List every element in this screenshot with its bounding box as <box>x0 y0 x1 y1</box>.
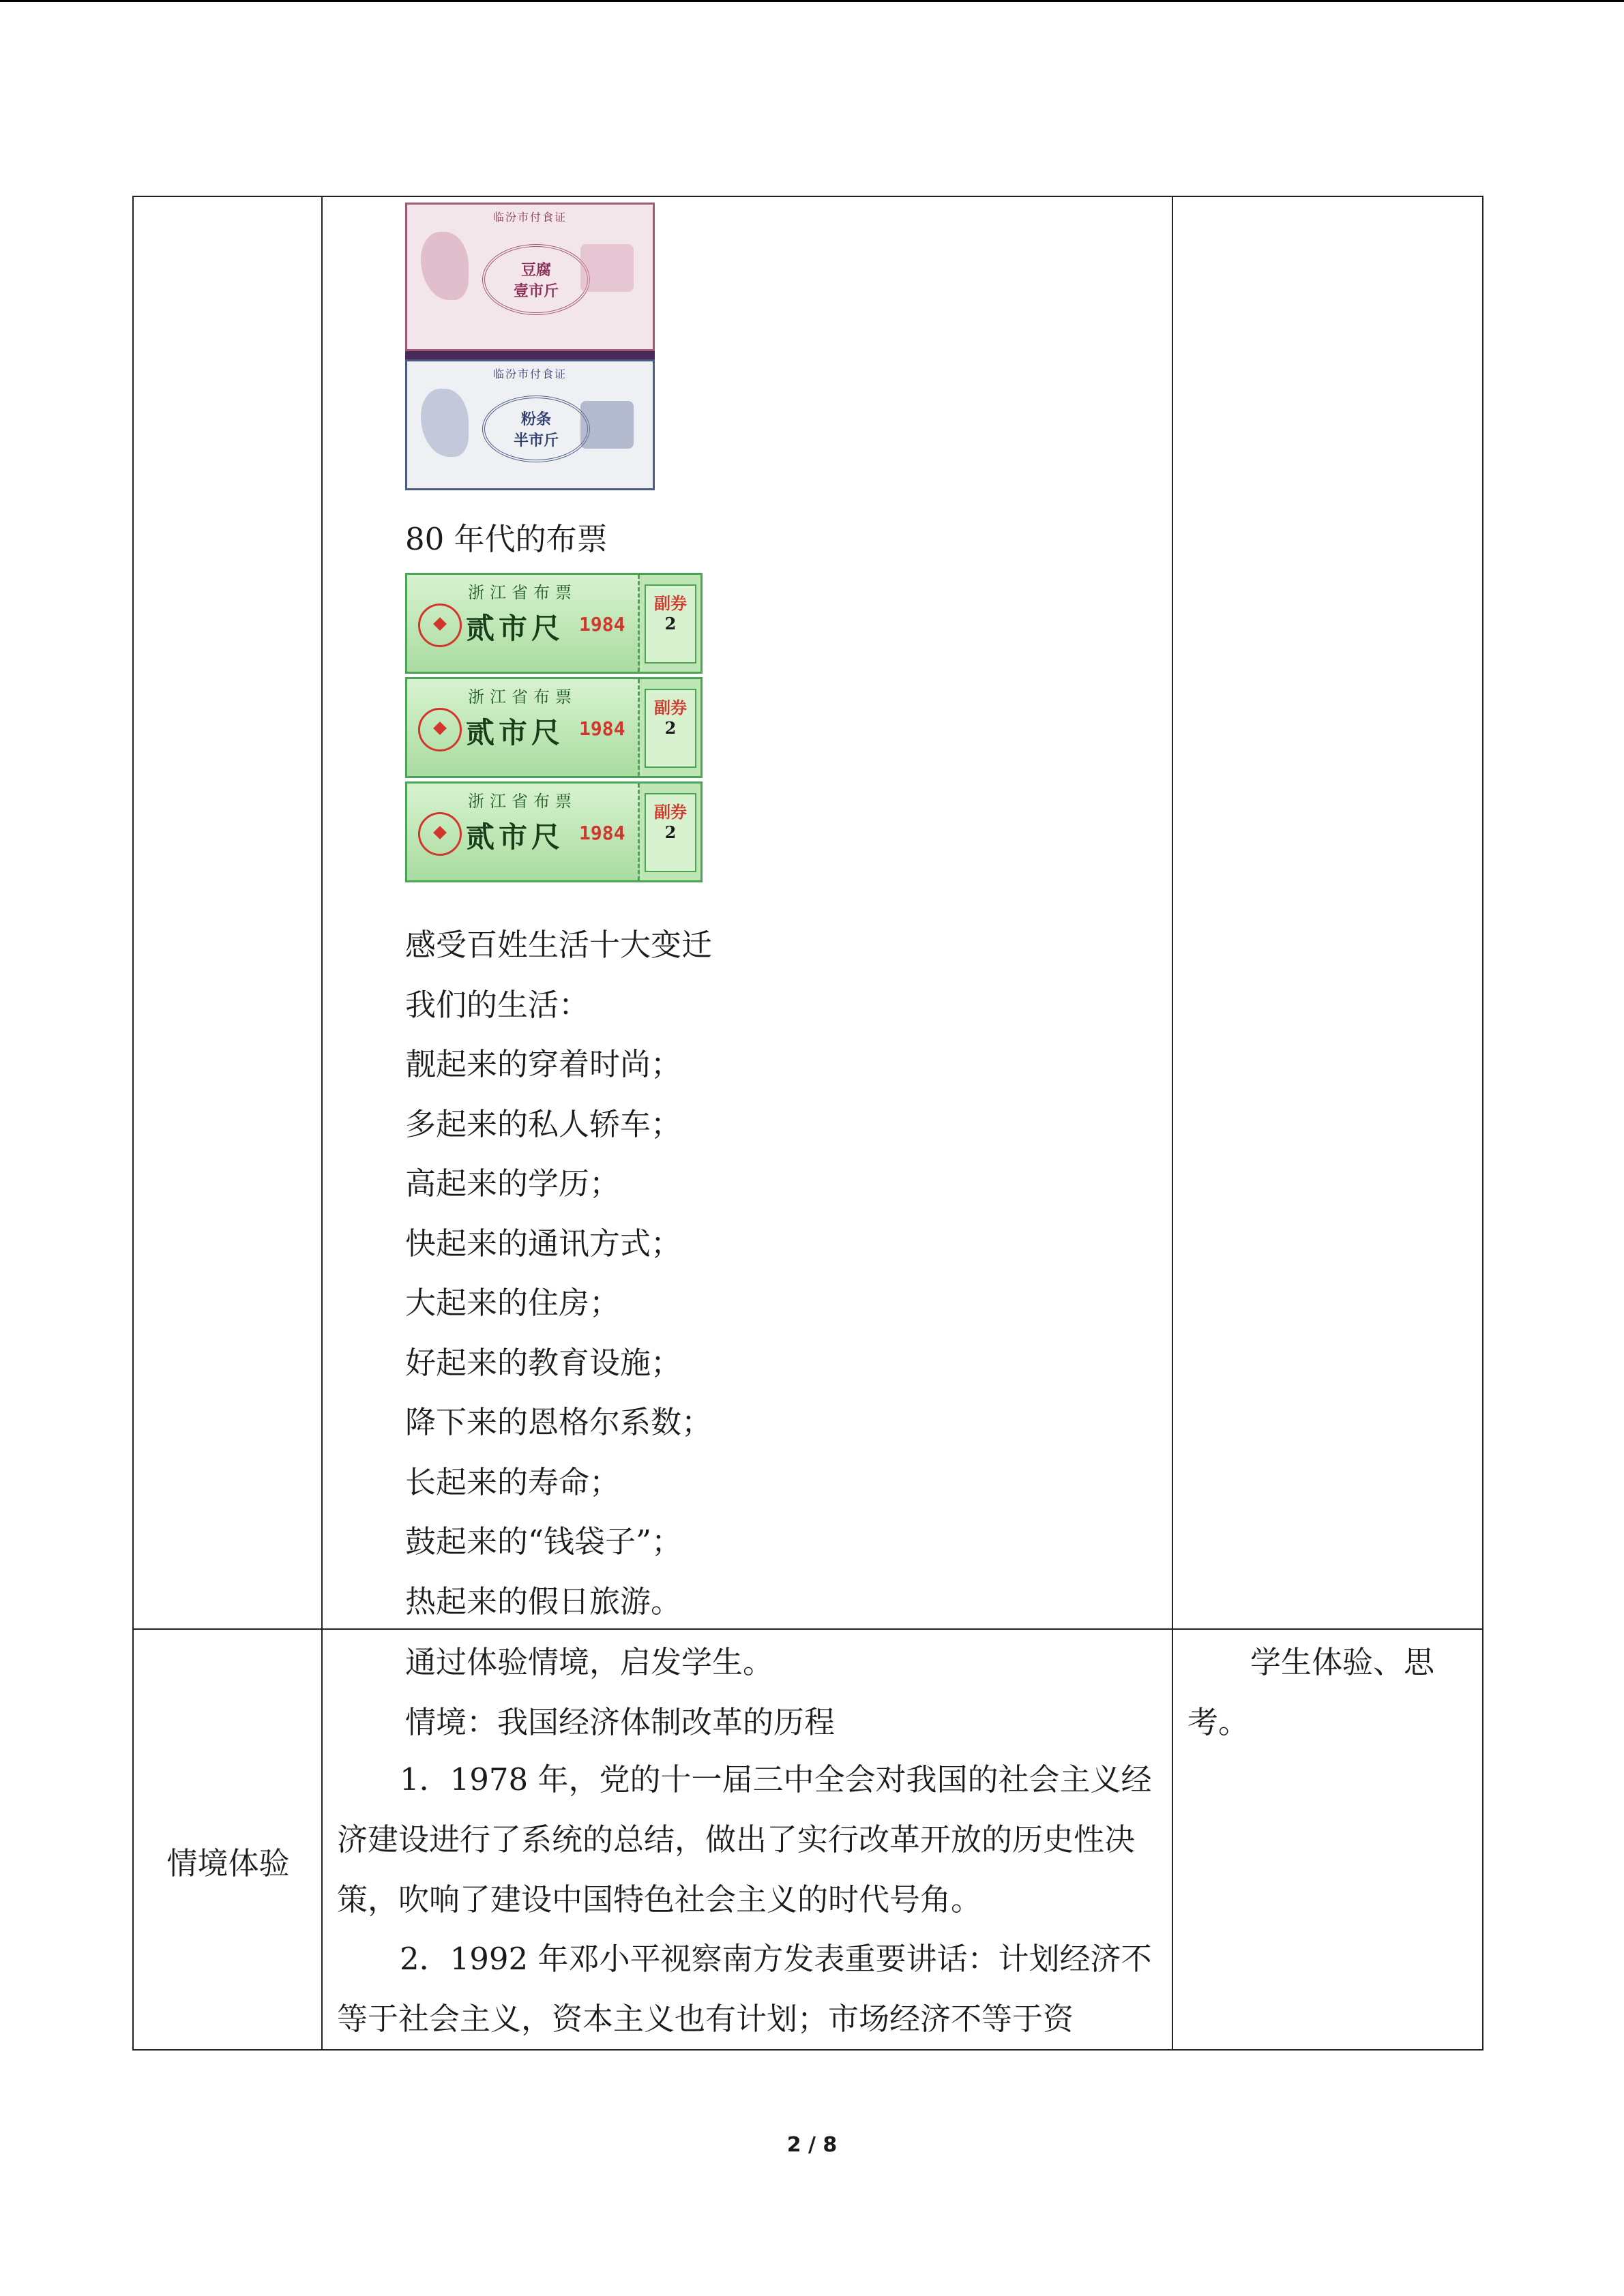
list-item: 快起来的通讯方式； <box>405 1225 682 1262</box>
table-row <box>133 1629 1483 2050</box>
ticket-item-amount: 半市斤 <box>513 432 559 449</box>
ticket-item-label: 粉条 <box>520 411 551 428</box>
cloth-ticket-stub <box>645 793 696 872</box>
seal-icon <box>418 812 462 856</box>
cloth-ticket-amount: 贰市尺 <box>466 716 565 749</box>
content-cell <box>322 196 1172 1629</box>
cloth-ticket-year: 1984 <box>579 613 625 636</box>
changes-title: 感受百姓生活十大变迁 <box>405 927 713 963</box>
list-item: 降下来的恩格尔系数； <box>405 1404 713 1440</box>
changes-intro: 我们的生活： <box>405 987 590 1023</box>
cloth-ticket-stub <box>645 584 696 664</box>
scenario-intro: 通过体验情境，启发学生。 <box>405 1644 774 1680</box>
cloth-ticket-year: 1984 <box>579 717 625 740</box>
seal-icon <box>418 603 462 647</box>
ticket-illustration <box>421 389 469 457</box>
ticket-oval <box>482 244 590 315</box>
stub-value: 2 <box>664 718 677 738</box>
list-item: 好起来的教育设施； <box>405 1345 682 1381</box>
stub-label: 副券 <box>654 802 687 822</box>
page-number: 2 / 8 <box>786 2133 838 2157</box>
cloth-ticket-header: 浙江省布票 <box>468 687 577 706</box>
table-row <box>133 196 1483 1629</box>
content-cell <box>322 1629 1172 2050</box>
stub-value: 2 <box>664 614 677 633</box>
cloth-ticket-header: 浙江省布票 <box>468 583 577 602</box>
list-item: 大起来的住房； <box>405 1285 621 1321</box>
student-activity: 学生体验、思考。 <box>1187 1644 1435 1740</box>
cloth-ticket-amount: 贰市尺 <box>466 820 565 854</box>
list-item: 长起来的寿命； <box>405 1464 621 1500</box>
ticket-header: 临汾市付食证 <box>492 211 567 224</box>
activity-cell <box>1172 196 1483 1629</box>
cloth-ticket-amount: 贰市尺 <box>466 612 565 645</box>
list-item: 多起来的私人轿车； <box>405 1106 682 1142</box>
ticket-illustration <box>580 244 634 292</box>
ticket-item-amount: 壹市斤 <box>513 282 559 300</box>
ticket-item-label: 豆腐 <box>520 261 551 279</box>
scenario-title: 情境：我国经济体制改革的历程 <box>405 1704 836 1740</box>
stage-name: 情境体验 <box>166 1845 290 1881</box>
ticket-illustration <box>580 401 634 449</box>
stub-value: 2 <box>664 822 677 842</box>
cloth-ticket-image <box>405 573 703 674</box>
cloth-ticket-image <box>405 677 703 778</box>
stub-label: 副券 <box>654 593 687 613</box>
ticket-illustration <box>421 232 469 300</box>
cloth-ticket-body <box>407 784 640 880</box>
scenario-paragraph: 2．1992 年邓小平视察南方发表重要讲话：计划经济不等于社会主义，资本主义也有计划；市场经济不等于资 <box>337 1941 1152 2037</box>
cloth-ticket-caption: 80 年代的布票 <box>405 521 608 557</box>
stage-cell <box>133 1629 322 2050</box>
activity-cell <box>1172 1629 1483 2050</box>
stage-cell <box>133 196 322 1629</box>
stub-label: 副券 <box>654 698 687 717</box>
list-item: 靓起来的穿着时尚； <box>405 1046 682 1082</box>
cloth-ticket-year: 1984 <box>579 822 625 844</box>
tofu-ration-ticket-image <box>405 203 655 351</box>
noodle-ration-ticket-image <box>405 359 655 490</box>
list-item: 高起来的学历； <box>405 1165 621 1202</box>
ticket-header: 临汾市付食证 <box>492 368 567 381</box>
list-item: 鼓起来的“钱袋子”； <box>405 1523 683 1560</box>
seal-icon <box>418 708 462 751</box>
scenario-paragraph: 1．1978 年，党的十一届三中全会对我国的社会主义经济建设进行了系统的总结，做出了实行改革开放的历史性决策，吹响了建设中国特色社会主义的时代号角。 <box>337 1761 1152 1918</box>
ticket-divider <box>405 351 655 359</box>
cloth-ticket-image <box>405 781 703 882</box>
ticket-oval <box>482 396 590 462</box>
top-rule <box>0 0 1624 2</box>
lesson-table <box>132 196 1483 2051</box>
list-item: 热起来的假日旅游。 <box>405 1583 682 1620</box>
cloth-ticket-body <box>407 575 640 672</box>
cloth-ticket-stub <box>645 689 696 768</box>
cloth-ticket-body <box>407 679 640 776</box>
cloth-ticket-header: 浙江省布票 <box>468 792 577 811</box>
